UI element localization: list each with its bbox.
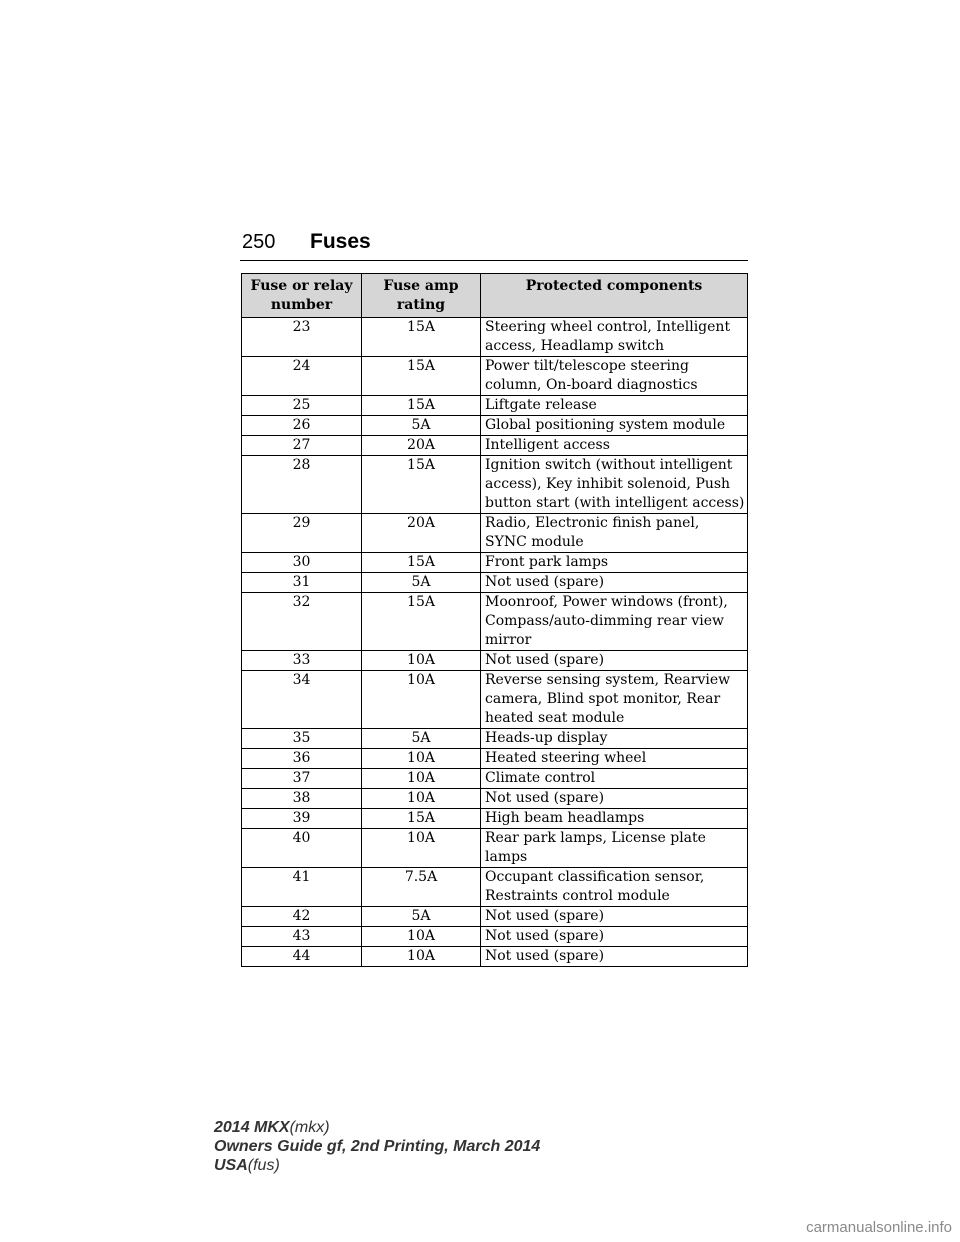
protected-components-cell: Not used (spare)	[481, 651, 748, 671]
amp-rating-cell: 10A	[362, 947, 481, 967]
fuse-table-body	[242, 318, 748, 967]
protected-components-cell: Front park lamps	[481, 553, 748, 573]
table-row	[242, 651, 748, 671]
fuse-number-cell: 23	[242, 318, 362, 357]
fuse-number-cell: 26	[242, 416, 362, 436]
fuse-table	[241, 273, 748, 967]
table-row	[242, 927, 748, 947]
fuse-number-cell: 42	[242, 907, 362, 927]
fuse-number-cell: 44	[242, 947, 362, 967]
watermark: carmanualsonline.info	[806, 1219, 952, 1236]
table-row	[242, 671, 748, 729]
footer-model-code: (mkx)	[289, 1119, 330, 1136]
amp-rating-cell: 15A	[362, 318, 481, 357]
amp-rating-cell: 10A	[362, 651, 481, 671]
table-row	[242, 593, 748, 651]
fuse-number-cell: 28	[242, 456, 362, 514]
table-row	[242, 456, 748, 514]
table-row	[242, 357, 748, 396]
footer-region-code: (fus)	[247, 1157, 280, 1174]
protected-components-cell: Global positioning system module	[481, 416, 748, 436]
amp-rating-cell: 20A	[362, 436, 481, 456]
table-row	[242, 868, 748, 907]
fuse-number-cell: 29	[242, 514, 362, 553]
protected-components-cell: Climate control	[481, 769, 748, 789]
protected-components-cell: Rear park lamps, License plate lamps	[481, 829, 748, 868]
fuse-number-cell: 30	[242, 553, 362, 573]
amp-rating-cell: 15A	[362, 357, 481, 396]
fuse-number-cell: 43	[242, 927, 362, 947]
protected-components-cell: Occupant classification sensor, Restraints control module	[481, 868, 748, 907]
fuse-number-cell: 35	[242, 729, 362, 749]
fuse-number-cell: 33	[242, 651, 362, 671]
amp-rating-cell: 10A	[362, 769, 481, 789]
protected-components-cell: Steering wheel control, Intelligent access, Headlamp switch	[481, 318, 748, 357]
table-row	[242, 809, 748, 829]
fuse-number-cell: 37	[242, 769, 362, 789]
protected-components-cell: Power tilt/telescope steering column, On-board diagnostics	[481, 357, 748, 396]
protected-components-cell: Intelligent access	[481, 436, 748, 456]
section-title: Fuses	[310, 230, 371, 253]
fuse-number-cell: 25	[242, 396, 362, 416]
table-row	[242, 829, 748, 868]
amp-rating-cell: 15A	[362, 553, 481, 573]
footer-printing: Owners Guide gf, 2nd Printing, March 2014	[214, 1138, 541, 1155]
protected-components-cell: Moonroof, Power windows (front), Compass/auto-dimming rear view mirror	[481, 593, 748, 651]
column-header-protected-components: Protected components	[481, 274, 748, 318]
fuse-number-cell: 41	[242, 868, 362, 907]
table-row	[242, 789, 748, 809]
fuse-number-cell: 38	[242, 789, 362, 809]
amp-rating-cell: 15A	[362, 809, 481, 829]
table-row	[242, 514, 748, 553]
amp-rating-cell: 15A	[362, 593, 481, 651]
page-header	[240, 230, 748, 261]
protected-components-cell: Not used (spare)	[481, 947, 748, 967]
fuse-number-cell: 31	[242, 573, 362, 593]
amp-rating-cell: 10A	[362, 671, 481, 729]
amp-rating-cell: 10A	[362, 749, 481, 769]
page-number: 250	[242, 231, 276, 253]
amp-rating-cell: 5A	[362, 416, 481, 436]
table-header-row	[242, 274, 748, 318]
table-row	[242, 907, 748, 927]
protected-components-cell: Liftgate release	[481, 396, 748, 416]
document-footer	[214, 1118, 540, 1175]
protected-components-cell: Not used (spare)	[481, 927, 748, 947]
fuse-number-cell: 24	[242, 357, 362, 396]
protected-components-cell: Heads-up display	[481, 729, 748, 749]
footer-line-region	[214, 1156, 540, 1175]
column-header-fuse-number: Fuse or relay number	[242, 274, 362, 318]
protected-components-cell: Not used (spare)	[481, 573, 748, 593]
column-header-amp-rating: Fuse amp rating	[362, 274, 481, 318]
amp-rating-cell: 5A	[362, 573, 481, 593]
table-row	[242, 749, 748, 769]
table-row	[242, 553, 748, 573]
footer-model: 2014 MKX	[214, 1119, 290, 1136]
footer-line-model	[214, 1118, 540, 1137]
footer-region: USA	[214, 1157, 248, 1174]
table-row	[242, 573, 748, 593]
fuse-number-cell: 40	[242, 829, 362, 868]
fuse-number-cell: 27	[242, 436, 362, 456]
amp-rating-cell: 15A	[362, 456, 481, 514]
amp-rating-cell: 7.5A	[362, 868, 481, 907]
table-row	[242, 947, 748, 967]
table-row	[242, 318, 748, 357]
amp-rating-cell: 15A	[362, 396, 481, 416]
amp-rating-cell: 5A	[362, 907, 481, 927]
amp-rating-cell: 10A	[362, 829, 481, 868]
amp-rating-cell: 10A	[362, 927, 481, 947]
protected-components-cell: Not used (spare)	[481, 907, 748, 927]
fuse-number-cell: 32	[242, 593, 362, 651]
fuse-number-cell: 39	[242, 809, 362, 829]
fuse-number-cell: 36	[242, 749, 362, 769]
protected-components-cell: Heated steering wheel	[481, 749, 748, 769]
table-row	[242, 396, 748, 416]
table-row	[242, 769, 748, 789]
amp-rating-cell: 5A	[362, 729, 481, 749]
table-row	[242, 416, 748, 436]
protected-components-cell: High beam headlamps	[481, 809, 748, 829]
protected-components-cell: Not used (spare)	[481, 789, 748, 809]
protected-components-cell: Reverse sensing system, Rearview camera, Blind spot monitor, Rear heated seat module	[481, 671, 748, 729]
protected-components-cell: Ignition switch (without intelligent access), Key inhibit solenoid, Push button start (with intelligent access)	[481, 456, 748, 514]
amp-rating-cell: 10A	[362, 789, 481, 809]
protected-components-cell: Radio, Electronic finish panel, SYNC module	[481, 514, 748, 553]
amp-rating-cell: 20A	[362, 514, 481, 553]
table-row	[242, 729, 748, 749]
fuse-number-cell: 34	[242, 671, 362, 729]
table-row	[242, 436, 748, 456]
